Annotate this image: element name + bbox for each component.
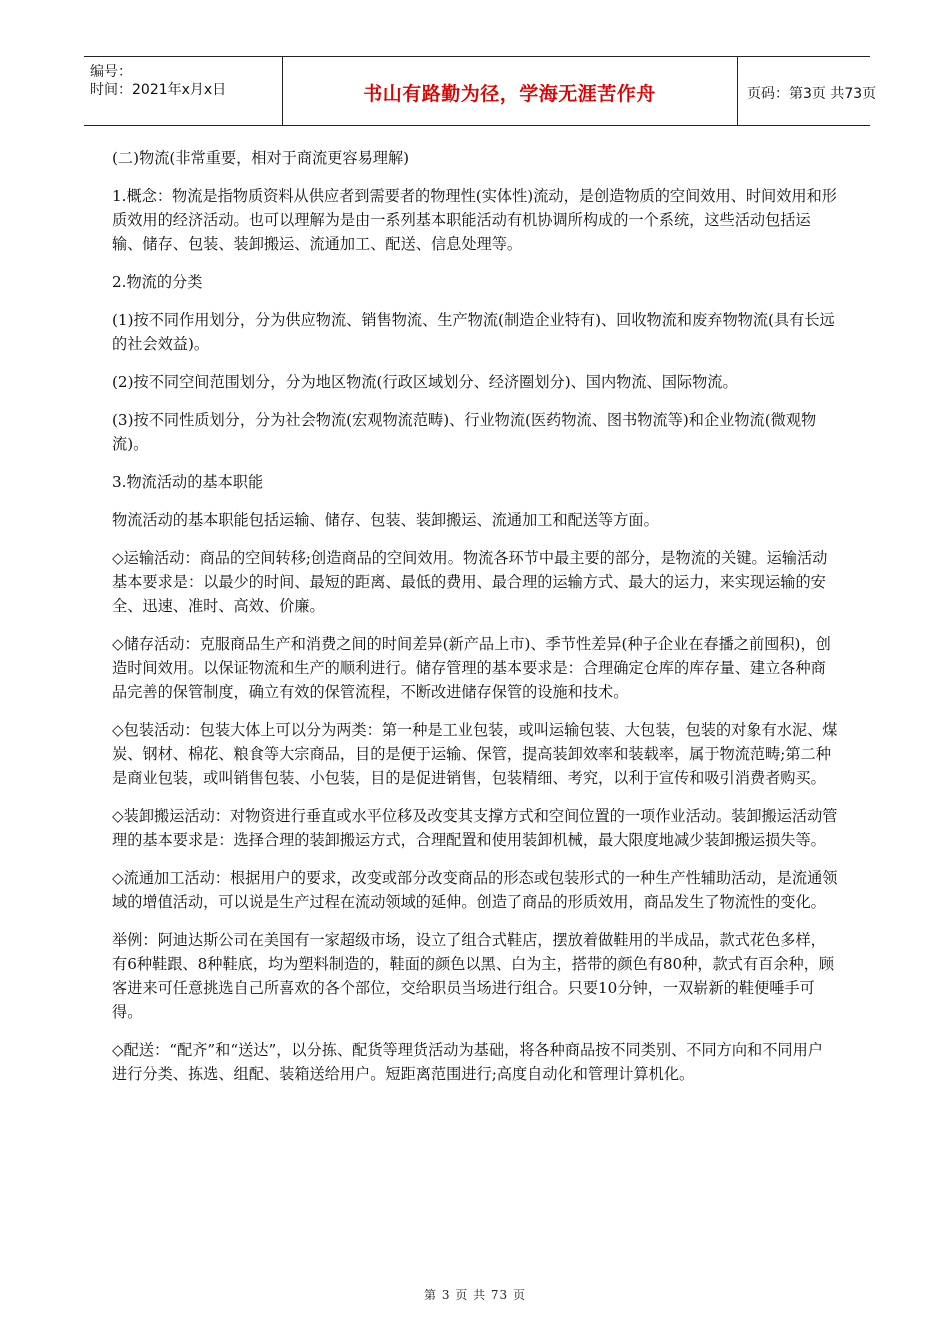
paragraph: (1)按不同作用划分，分为供应物流、销售物流、生产物流(制造企业特有)、回收物流和废弃物物流(具有长远的社会效益)。 [112, 311, 835, 353]
paragraph: 1.概念：物流是指物质资料从供应者到需要者的物理性(实体性)流动，是创造物质的空间效用、时间效用和形质效用的经济活动。也可以理解为是由一系列基本职能活动有机协调所构成的一个系统，这些活动包括运输、储存、包装、装卸搬运、流通加工、配送、信息处理等。 [112, 187, 837, 253]
paragraph: ◇包装活动：包装大体上可以分为两类：第一种是工业包装，或叫运输包装、大包装，包装的对象有水泥、煤炭、钢材、棉花、粮食等大宗商品，目的是便于运输、保管，提高装卸效率和装载率，属于物流范畴;第二种是商业包装，或叫销售包装、小包装，目的是促进销售，包装精细、考究，以利于宣传和吸引消费者购买。 [112, 721, 838, 787]
page-header [84, 56, 877, 126]
paragraph: 物流活动的基本职能包括运输、储存、包装、装卸搬运、流通加工和配送等方面。 [112, 511, 659, 529]
header-page-cell [737, 57, 877, 125]
header-info-cell [84, 57, 283, 125]
header-motto-cell [282, 57, 738, 125]
page-footer: 第 3 页 共 73 页 [424, 1288, 526, 1302]
document-number-label: 编号： [90, 64, 132, 80]
document-body [112, 146, 838, 1100]
paragraph: ◇配送：“配齐”和“送达”，以分拣、配货等理货活动为基础，将各种商品按不同类别、不同方向和不同用户进行分类、拣选、组配、装箱送给用户。短距离范围进行;高度自动化和管理计算机化。 [112, 1041, 823, 1083]
paragraph: ◇运输活动：商品的空间转移;创造商品的空间效用。物流各环节中最主要的部分，是物流的关键。运输活动基本要求是：以最少的时间、最短的距离、最低的费用、最合理的运输方式、最大的运力，来实现运输的安全、迅速、准时、高效、价廉。 [112, 549, 828, 615]
document-time-label: 时间：2021年x月x日 [90, 82, 227, 98]
section-heading: 2.物流的分类 [112, 273, 203, 291]
paragraph: 举例：阿迪达斯公司在美国有一家超级市场，设立了组合式鞋店，摆放着做鞋用的半成品，款式花色多样，有6种鞋跟、8种鞋底，均为塑料制造的，鞋面的颜色以黑、白为主，搭带的颜色有80种，款式有百余种，顾客进来可任意挑选自己所喜欢的各个部位，交给职员当场进行组合。只要10分钟，一双崭新的鞋便唾手可得。 [112, 931, 835, 1021]
paragraph: (3)按不同性质划分，分为社会物流(宏观物流范畴)、行业物流(医药物流、图书物流等)和企业物流(微观物流)。 [112, 411, 817, 453]
section-heading: 3.物流活动的基本职能 [112, 473, 264, 491]
paragraph: ◇装卸搬运活动：对物资进行垂直或水平位移及改变其支撑方式和空间位置的一项作业活动。装卸搬运活动管理的基本要求是：选择合理的装卸搬运方式，合理配置和使用装卸机械，最大限度地减少装卸搬运损失等。 [112, 807, 838, 849]
paragraph: ◇储存活动：克服商品生产和消费之间的时间差异(新产品上市)、季节性差异(种子企业在春播之前囤积)，创造时间效用。以保证物流和生产的顺利进行。储存管理的基本要求是：合理确定仓库的库存量、建立各种商品完善的保管制度，确立有效的保管流程，不断改进储存保管的设施和技术。 [112, 635, 831, 701]
header-page-code: 页码：第3页 共73页 [747, 86, 877, 102]
section-heading: (二)物流(非常重要，相对于商流更容易理解) [112, 149, 410, 167]
header-motto: 书山有路勤为径，学海无涯苦作舟 [363, 83, 656, 105]
paragraph: (2)按不同空间范围划分，分为地区物流(行政区域划分、经济圈划分)、国内物流、国际物流。 [112, 373, 738, 391]
paragraph: ◇流通加工活动：根据用户的要求，改变或部分改变商品的形态或包装形式的一种生产性辅助活动，是流通领域的增值活动，可以说是生产过程在流动领域的延伸。创造了商品的形质效用，商品发生了物流性的变化。 [112, 869, 838, 911]
